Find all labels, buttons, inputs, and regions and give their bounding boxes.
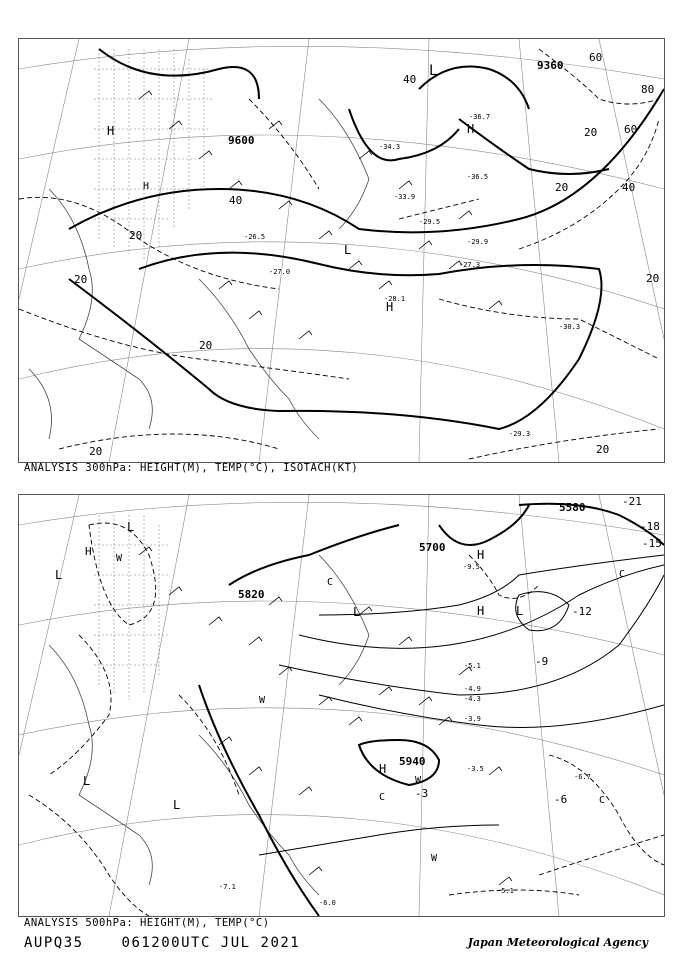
isotach-label: 40 [622, 181, 636, 194]
pressure-center-label: H [85, 545, 92, 558]
temp-obs: -36.7 [469, 113, 491, 121]
isotach-label: 20 [199, 339, 213, 352]
temp-obs: -5.1 [464, 662, 481, 670]
height-label-5580: 5580 [559, 501, 586, 514]
hatch-area [94, 49, 214, 259]
pressure-center-label: H [386, 300, 394, 314]
graticule-lines [19, 39, 664, 462]
temp-obs: -6.0 [319, 899, 336, 907]
pressure-center-label: L [353, 605, 361, 619]
temp-obs: -30.3 [559, 323, 581, 331]
height-label-9360: 9360 [537, 59, 564, 72]
temp-obs: -4.3 [464, 695, 481, 703]
pressure-center-label: H [143, 181, 150, 192]
pressure-center-label: L [55, 568, 63, 582]
wind-barbs [139, 547, 512, 885]
coastlines [49, 555, 369, 895]
temp-obs: -29.9 [467, 238, 489, 246]
map-500hpa-canvas [19, 495, 664, 916]
isotherm-label: -9 [535, 655, 549, 668]
product-code: AUPQ35 [24, 935, 84, 951]
pressure-center-label: L [83, 774, 91, 788]
temp-obs: -26.5 [244, 233, 266, 241]
pressure-center-label: H [477, 604, 485, 618]
temp-center-label: W [259, 695, 266, 706]
height-contours [69, 49, 664, 429]
map-300-labels [74, 51, 659, 458]
isotherm-label: -15 [642, 537, 662, 550]
isotach-label: 20 [555, 181, 569, 194]
temp-obs: -9.5 [463, 563, 480, 571]
isotach-label: 40 [403, 73, 417, 86]
temp-center-label: W [431, 853, 438, 864]
temp-center-label: C [379, 792, 386, 803]
isotach-label: 20 [584, 126, 598, 139]
temp-center-label: C [599, 795, 606, 806]
height-label-9600: 9600 [228, 134, 255, 147]
temp-obs: -36.5 [467, 173, 489, 181]
isotherm-label: -12 [572, 605, 592, 618]
isotherm-lines [259, 555, 664, 855]
caption-300hpa: ANALYSIS 300hPa: HEIGHT(M), TEMP(°C), ISOTACH(KT) [24, 462, 359, 474]
height-label-5820: 5820 [238, 588, 265, 601]
temp-center-label: W [116, 553, 123, 564]
isotach-label: 20 [74, 273, 88, 286]
pressure-center-label: L [173, 798, 181, 812]
isotach-label: 20 [89, 445, 103, 458]
caption-500hpa: ANALYSIS 500hPa: HEIGHT(M), TEMP(°C) [24, 917, 270, 929]
coastlines [29, 99, 369, 439]
temp-obs: -27.3 [459, 261, 481, 269]
temp-obs: -33.9 [394, 193, 416, 201]
pressure-center-label: H [477, 548, 485, 562]
temp-obs: -3.5 [467, 765, 484, 773]
isotherm-label: -18 [640, 520, 660, 533]
isotach-lines [19, 49, 659, 459]
temp-obs: -27.0 [269, 268, 291, 276]
isotach-label: 80 [641, 83, 655, 96]
isotach-label: 60 [624, 123, 638, 136]
temp-obs: -7.1 [219, 883, 236, 891]
temp-obs: -29.3 [509, 430, 531, 438]
temp-obs: -3.9 [464, 715, 481, 723]
hatch-area [94, 515, 169, 700]
analysis-500hpa-map [18, 494, 665, 917]
temp-center-label: C [327, 577, 334, 588]
height-label-5700: 5700 [419, 541, 446, 554]
pressure-center-label: H [467, 122, 475, 136]
pressure-center-label: L [344, 243, 352, 257]
pressure-center-label: L [516, 604, 524, 618]
isotherm-label: -3 [415, 787, 429, 800]
temp-center-label: C [619, 569, 626, 580]
isotach-label: 20 [596, 443, 610, 456]
isotach-label: 60 [589, 51, 603, 64]
temp-obs: -5.1 [497, 887, 514, 895]
pressure-center-label: L [127, 520, 135, 534]
pressure-center-label: H [379, 762, 387, 776]
isotherm-label: -6 [554, 793, 568, 806]
analysis-300hpa-map [18, 38, 665, 463]
temp-obs: -29.5 [419, 218, 441, 226]
analysis-datetime: 061200UTC JUL 2021 [121, 935, 301, 951]
temp-obs: -6.7 [574, 773, 591, 781]
height-label-5940: 5940 [399, 755, 426, 768]
temp-center-label: W [415, 775, 422, 786]
isotach-label: 40 [229, 194, 243, 207]
temp-obs: -34.3 [379, 143, 401, 151]
pressure-center-label: L [429, 63, 438, 79]
isotach-label: 20 [129, 229, 143, 242]
isotherm-label: -21 [622, 495, 642, 508]
isotach-label: 20 [646, 272, 660, 285]
temp-obs: -4.9 [464, 685, 481, 693]
dashed-isotherms [29, 523, 664, 916]
product-header [24, 935, 328, 951]
temp-obs: -28.1 [384, 295, 406, 303]
agency-credit: Japan Meteorological Agency [467, 936, 648, 949]
pressure-center-label: H [107, 124, 115, 138]
map-500-labels [55, 495, 662, 907]
map-300hpa-canvas [19, 39, 664, 462]
